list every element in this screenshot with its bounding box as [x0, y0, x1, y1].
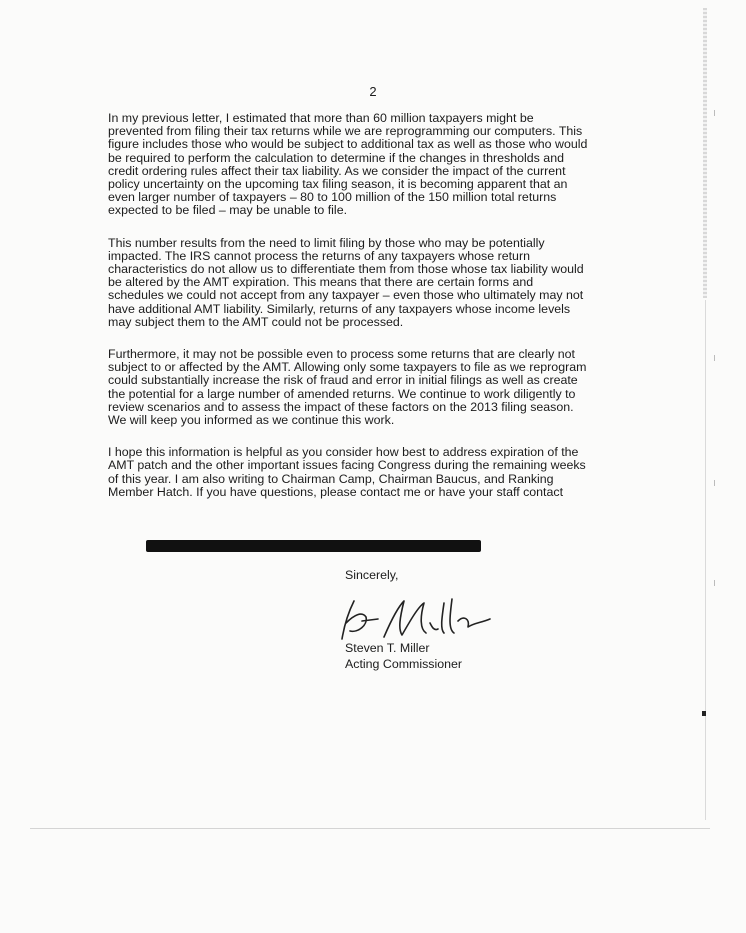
signer-title: Acting Commissioner — [345, 657, 463, 671]
scan-mark — [714, 580, 715, 586]
signature-block — [345, 640, 462, 672]
scan-mark — [714, 480, 715, 486]
signer-name: Steven T. Miller — [345, 641, 430, 655]
scan-line-artifact — [30, 828, 710, 829]
letter-body — [108, 112, 628, 518]
scan-speck — [702, 711, 706, 716]
redacted-contact-info — [146, 540, 481, 552]
paragraph-1: In my previous letter, I estimated that more than 60 million taxpayers might be prevented from filing their tax returns while we are reprogramming our computers. This figure includes those who would be subject to additional tax as well as those who would be required to perform the calculation to determine if the changes in thresholds and credit ordering rules affect their tax liability. As we consider the impact of the current policy uncertainty on the upcoming tax filing season, it is becoming apparent that an even larger number of taxpayers – 80 to 100 million of the 150 million total returns expected to be filed – may be unable to file. — [108, 111, 588, 218]
paragraph-3: Furthermore, it may not be possible even to process some returns that are clearly not subject to or affected by the AMT. Allowing only some taxpayers to file as we reprogram could substantially increase the risk of fraud and error in initial filings as well as create the potential for a large number of amended returns. We continue to work diligently to review scenarios and to assess the impact of these factors on the 2013 filing season. We will keep you informed as we continue this work. — [108, 347, 587, 428]
scan-edge-artifact — [703, 8, 707, 298]
scan-mark — [714, 355, 715, 361]
paragraph-2: This number results from the need to limit filing by those who may be potentially impacted. The IRS cannot process the returns of any taxpayers whose return characteristics do not allow us to differentiate them from those whose tax liability would be altered by the AMT expiration. This means that there are certain forms and schedules we could not accept from any taxpayer – even those who ultimately may not have additional AMT liability. Similarly, returns of any taxpayers whose income levels may subject them to the AMT could not be processed. — [108, 235, 584, 329]
scan-edge-artifact — [705, 300, 706, 820]
page-number: 2 — [369, 84, 377, 99]
handwritten-signature — [340, 593, 500, 645]
scan-mark — [714, 110, 715, 116]
paragraph-4: I hope this information is helpful as you consider how best to address expiration of the AMT patch and the other important issues facing Congress during the remaining weeks of this year. I am also writing to Chairman Camp, Chairman Baucus, and Ranking Member Hatch. If you have questions, please contact me or have your staff contact — [108, 445, 586, 499]
closing-salutation: Sincerely, — [345, 568, 399, 582]
